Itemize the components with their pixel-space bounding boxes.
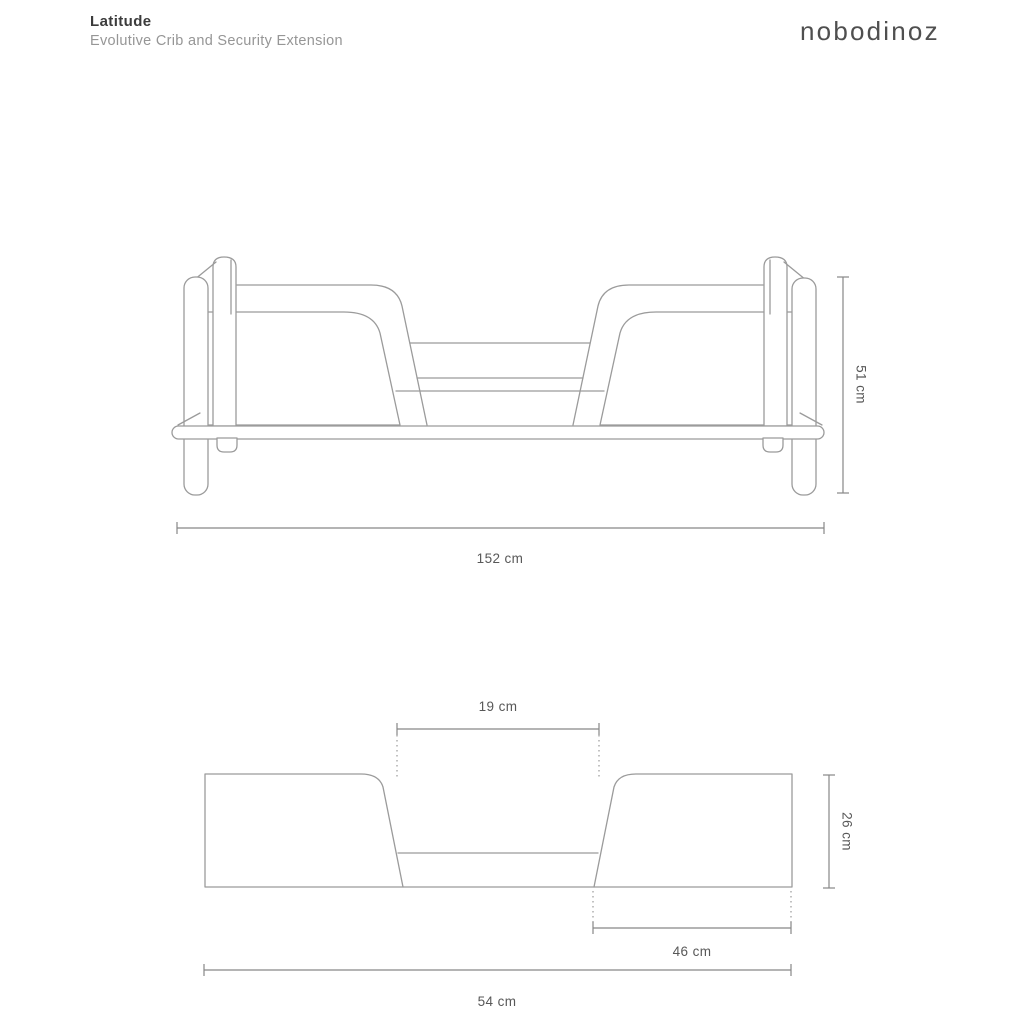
dimension-label-gap-19: 19 cm bbox=[478, 699, 518, 714]
brand-logo: nobodinoz bbox=[800, 16, 940, 46]
dimension-label-height-26: 26 cm bbox=[839, 812, 855, 851]
security-extension-view bbox=[204, 723, 835, 976]
extension-panel bbox=[205, 774, 792, 887]
dimension-line-total-54 bbox=[204, 964, 791, 976]
side-guards bbox=[196, 312, 800, 425]
dimension-line-lower-46 bbox=[593, 891, 791, 934]
dimension-label-total-54: 54 cm bbox=[477, 994, 517, 1009]
dimension-line-gap-19 bbox=[397, 723, 599, 779]
dimension-label-width-152: 152 cm bbox=[476, 551, 524, 566]
crib-front-view bbox=[172, 257, 849, 534]
dimension-line-height-51 bbox=[837, 277, 849, 493]
page-title: Latitude bbox=[90, 13, 152, 30]
dimension-line-height-26 bbox=[823, 775, 835, 888]
dimension-label-height-51: 51 cm bbox=[853, 365, 869, 404]
page-subtitle: Evolutive Crib and Security Extension bbox=[90, 33, 343, 49]
dimension-line-width-152 bbox=[177, 522, 824, 534]
dimension-label-lower-46: 46 cm bbox=[672, 944, 712, 959]
